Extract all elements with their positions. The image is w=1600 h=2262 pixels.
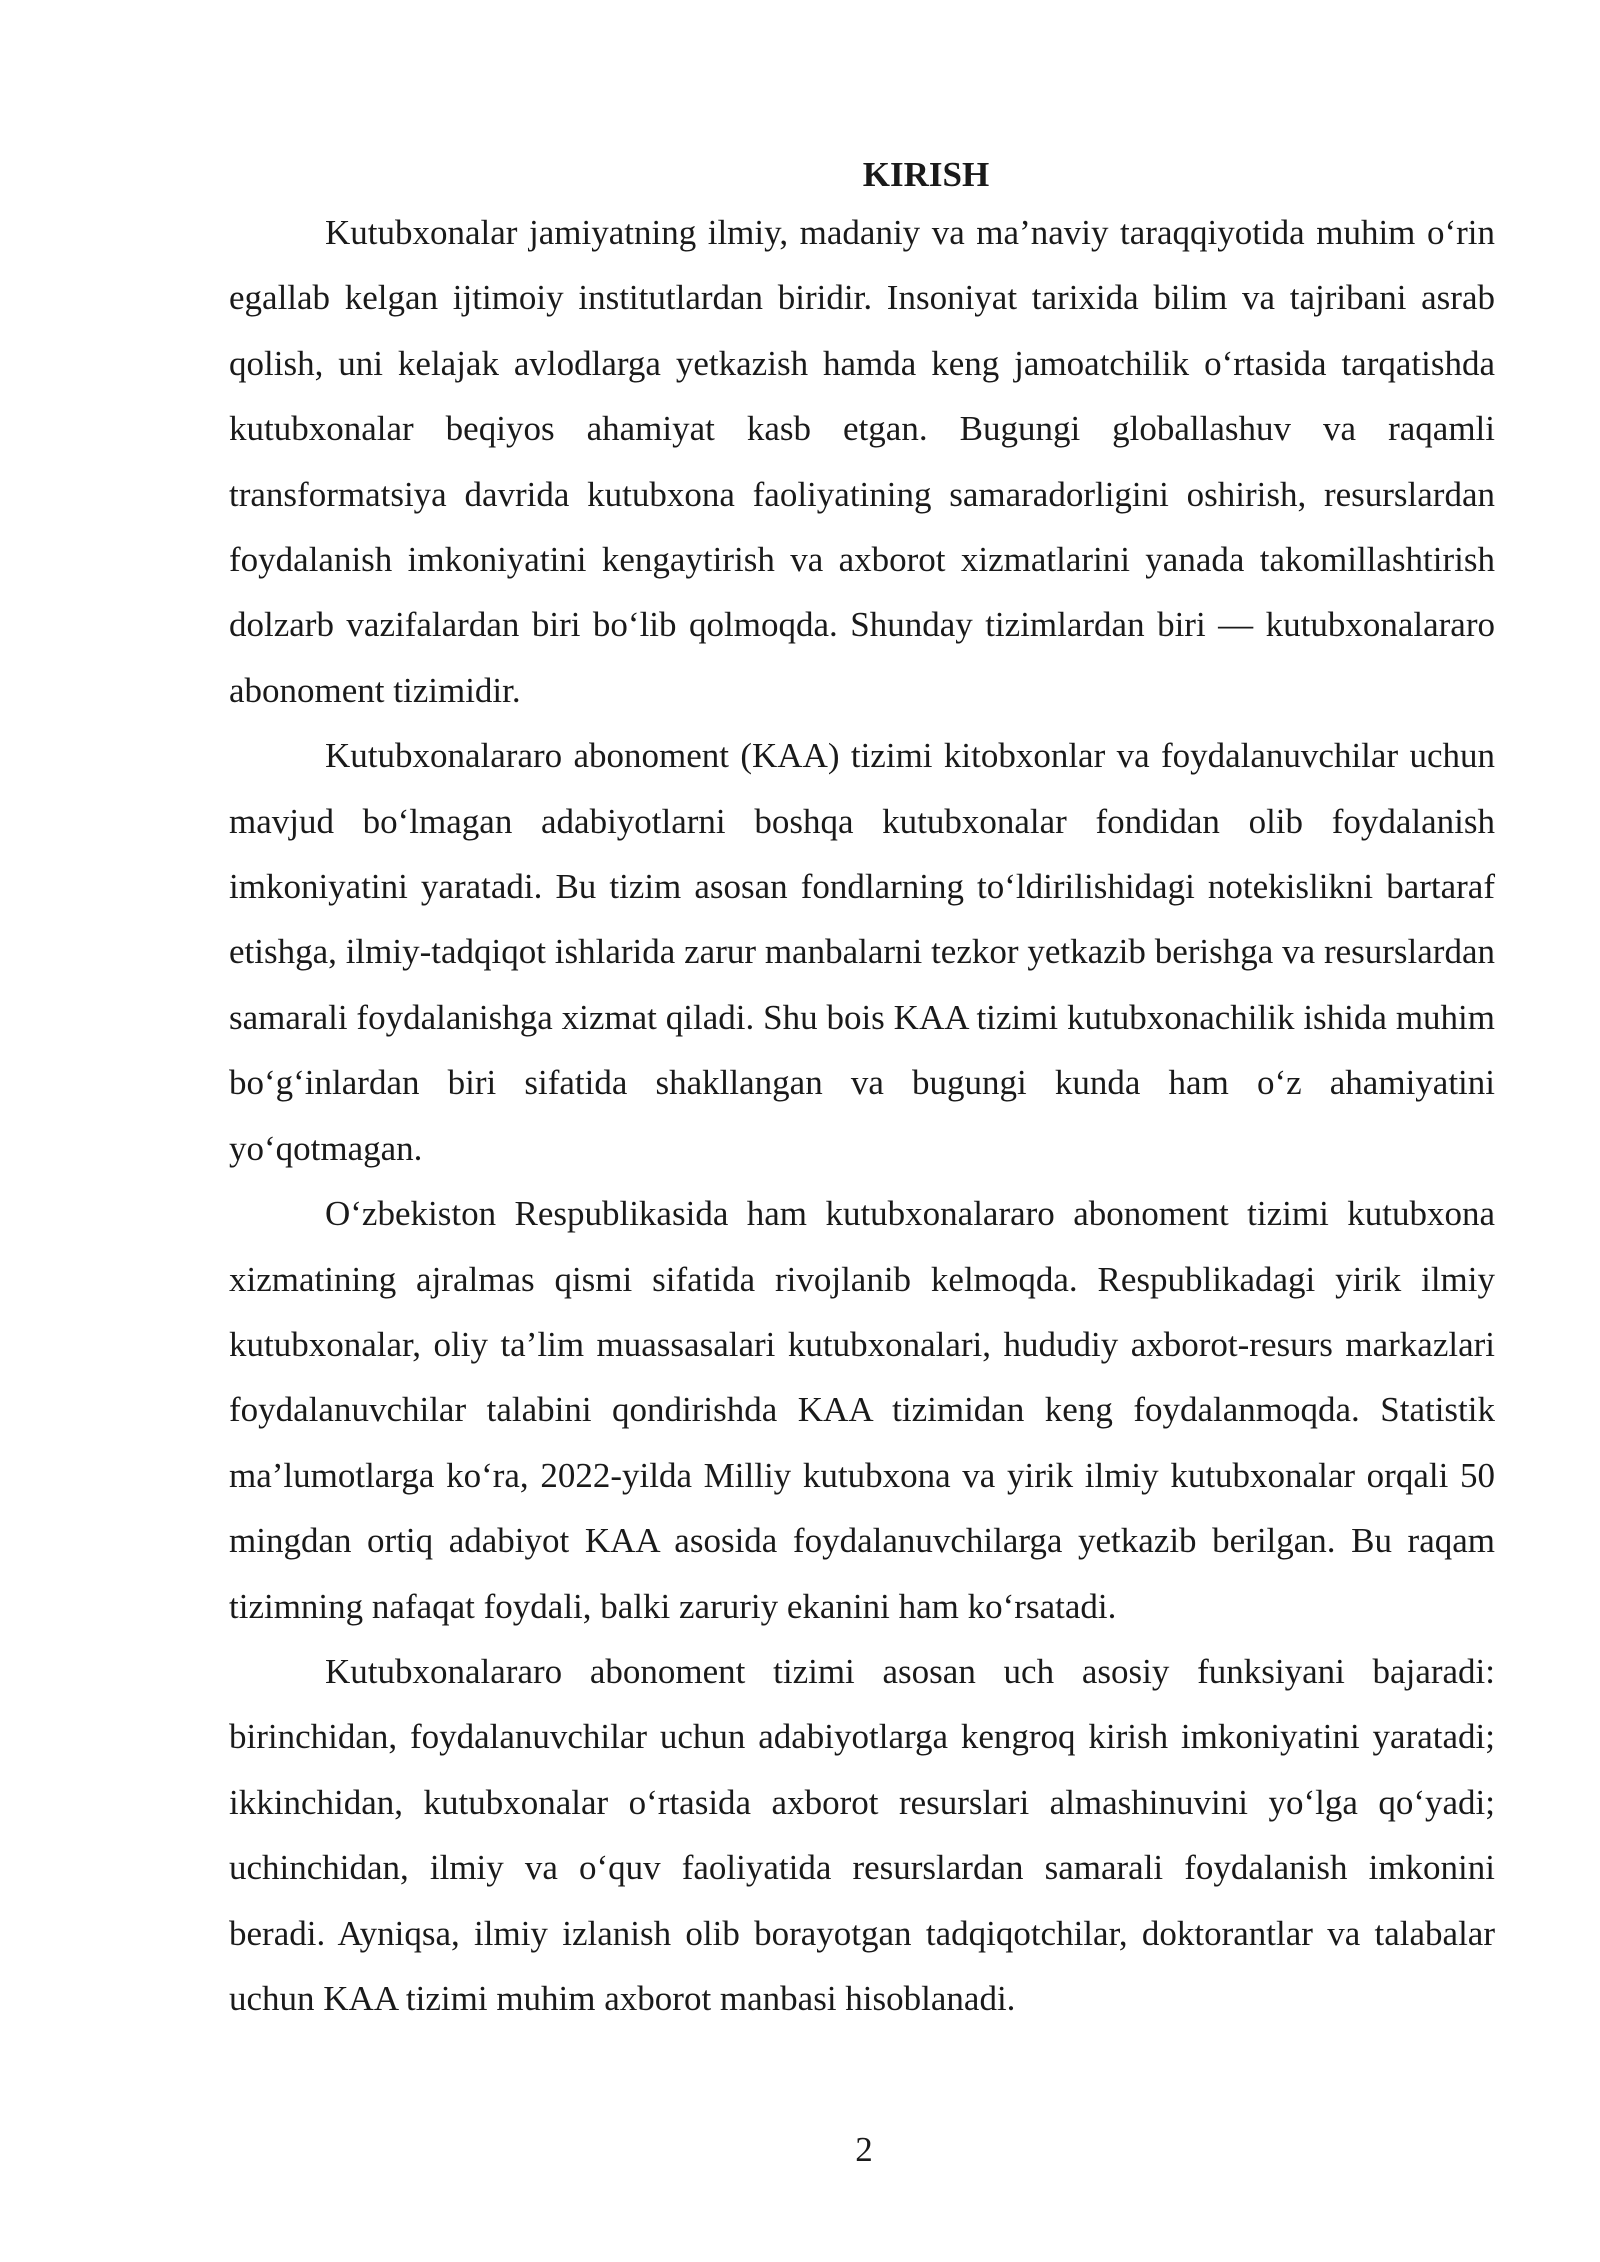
- paragraph-1: Kutubxonalar jamiyatning ilmiy, madaniy va ma’naviy taraqqiyotida muhim o‘rin egallab kelgan ijtimoiy institutlardan biridir. Insoniyat tarixida bilim va tajribani asrab qolish, uni kelajak avlodlarga yetkazish hamda keng jamoatchilik o‘rtasida tarqatishda kutubxonalar beqiyos ahamiyat kasb etgan. Bugungi globallashuv va raqamli transformatsiya davrida kutubxona faoliyatining samaradorligini oshirish, resurslardan foydalanish imkoniyatini kengaytirish va axborot xizmatlarini yanada takomillashtirish dolzarb vazifalardan biri bo‘lib qolmoqda. Shunday tizimlardan biri — kutubxonalararo abonoment tizimidir.: [229, 213, 1495, 710]
- document-page: [229, 150, 1495, 2031]
- paragraph-4: Kutubxonalararo abonoment tizimi asosan uch asosiy funksiyani bajaradi: birinchidan, foydalanuvchilar uchun adabiyotlarga kengroq kirish imkoniyatini yaratadi; ikkinchidan, kutubxonalar o‘rtasida axborot resurslari almashinuvini yo‘lga qo‘yadi; uchinchidan, ilmiy va o‘quv faoliyatida resurslardan samarali foydalanish imkonini beradi. Ayniqsa, ilmiy izlanish olib borayotgan tadqiqotchilar, doktorantlar va talabalar uchun KAA tizimi muhim axborot manbasi hisoblanadi.: [229, 1651, 1495, 2018]
- section-title: KIRISH: [862, 155, 990, 194]
- paragraph-2: Kutubxonalararo abonoment (KAA) tizimi kitobxonlar va foydalanuvchilar uchun mavjud bo‘lmagan adabiyotlarni boshqa kutubxonalar fondidan olib foydalanish imkoniyatini yaratadi. Bu tizim asosan fondlarning to‘ldirilishidagi notekislikni bartaraf etishga, ilmiy-tadqiqot ishlarida zarur manbalarni tezkor yetkazib berishga va resurslardan samarali foydalanishga xizmat qiladi. Shu bois KAA tizimi kutubxonachilik ishida muhim bo‘g‘inlardan biri sifatida shakllangan va bugungi kunda ham o‘z ahamiyatini yo‘qotmagan.: [229, 736, 1495, 1168]
- paragraph-3: O‘zbekiston Respublikasida ham kutubxonalararo abonoment tizimi kutubxona xizmatining ajralmas qismi sifatida rivojlanib kelmoqda. Respublikadagi yirik ilmiy kutubxonalar, oliy ta’lim muassasalari kutubxonalari, hududiy axborot-resurs markazlari foydalanuvchilar talabini qondirishda KAA tizimidan keng foydalanmoqda. Statistik ma’lumotlarga ko‘ra, 2022-yilda Milliy kutubxona va yirik ilmiy kutubxonalar orqali 50 mingdan ortiq adabiyot KAA asosida foydalanuvchilarga yetkazib berilgan. Bu raqam tizimning nafaqat foydali, balki zaruriy ekanini ham ko‘rsatadi.: [229, 1194, 1495, 1626]
- page-number: 2: [855, 2130, 873, 2169]
